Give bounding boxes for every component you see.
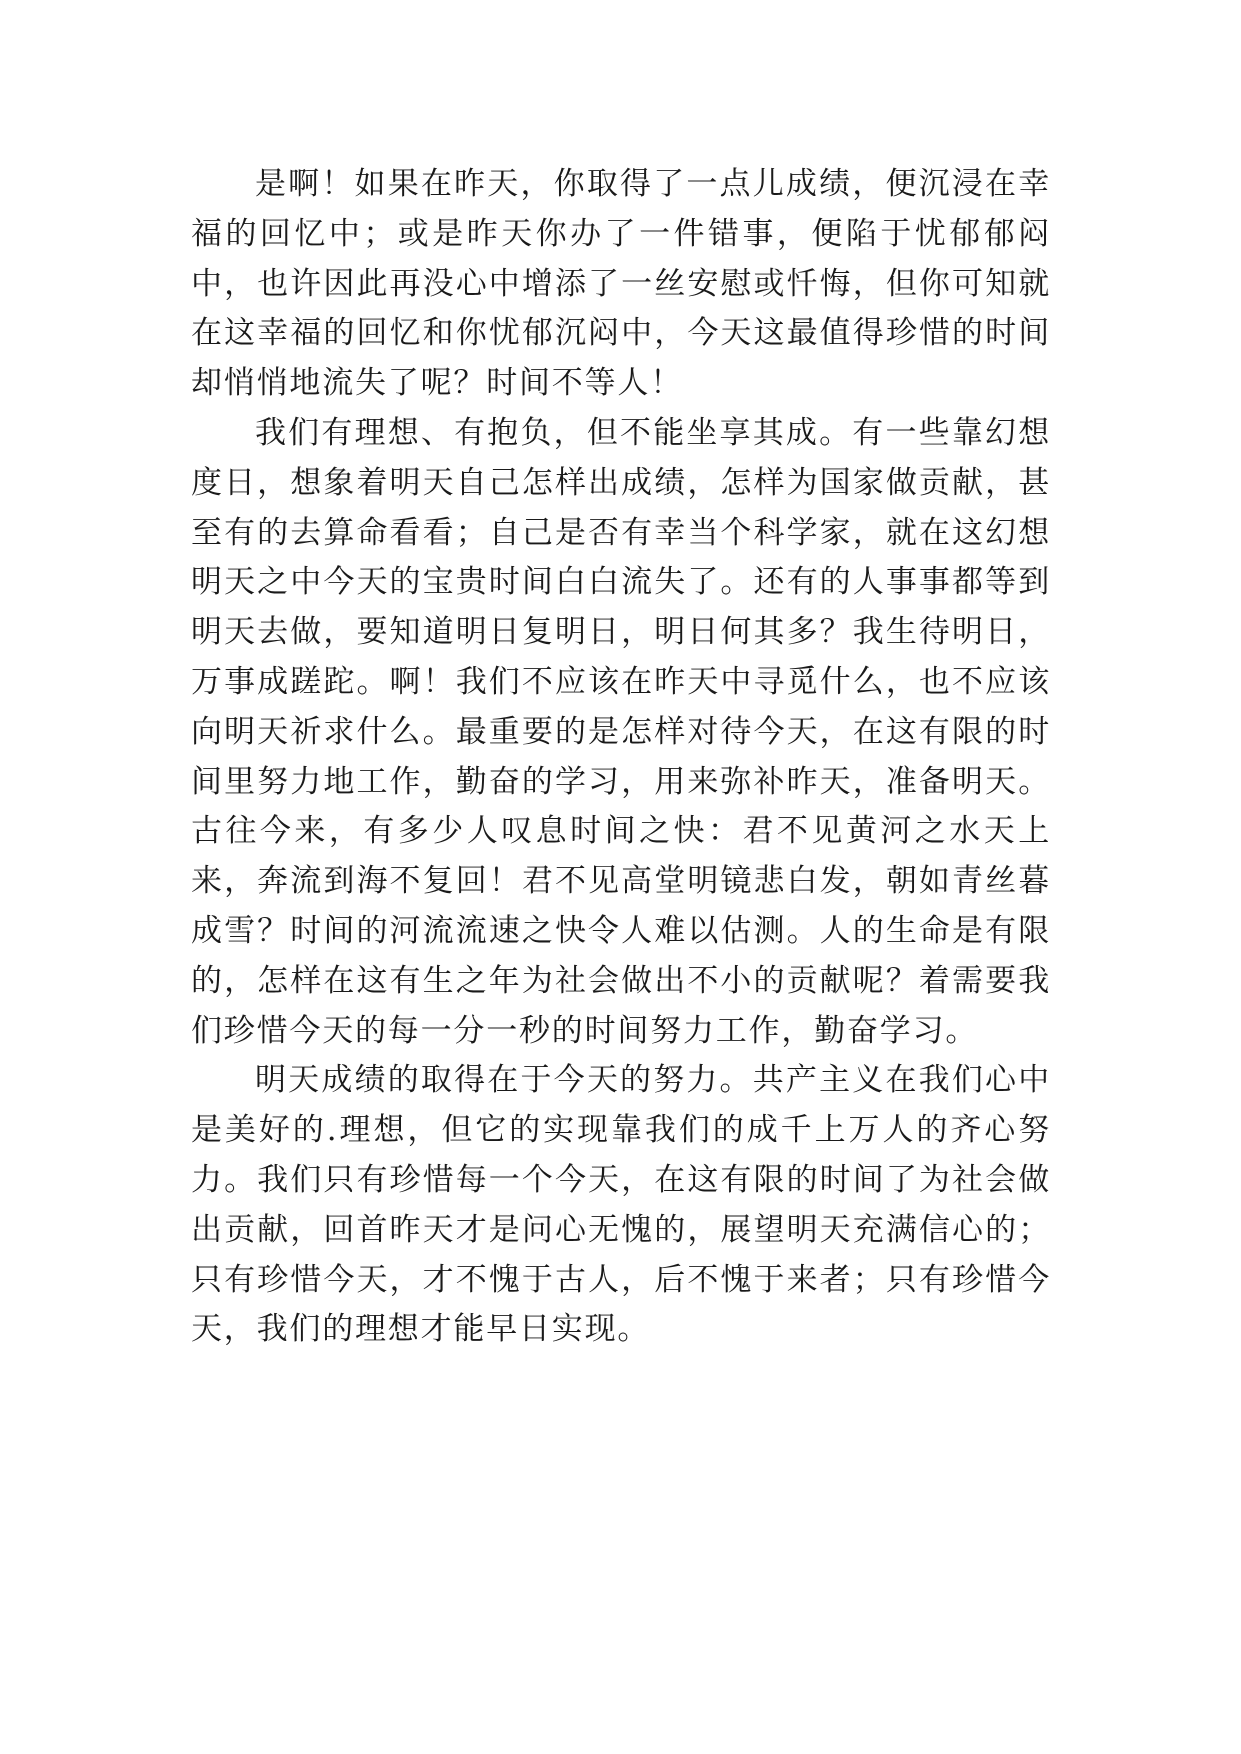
paragraph-3: 明天成绩的取得在于今天的努力。共产主义在我们心中是美好的.理想，但它的实现靠我们的成千上万人的齐心努力。我们只有珍惜每一个今天，在这有限的时间了为社会做出贡献，回首昨天才是问心无愧的，展望明天充满信心的；只有珍惜今天，才不愧于古人，后不愧于来者；只有珍惜今天，我们的理想才能早日实现。 [191,1062,1051,1348]
document-body [191,160,1051,1355]
paragraph-2: 我们有理想、有抱负，但不能坐享其成。有一些靠幻想度日，想象着明天自己怎样出成绩，怎样为国家做贡献，甚至有的去算命看看；自己是否有幸当个科学家，就在这幻想明天之中今天的宝贵时间白白流失了。还有的人事事都等到明天去做，要知道明日复明日，明日何其多？我生待明日，万事成蹉跎。啊！我们不应该在昨天中寻觅什么，也不应该向明天祈求什么。最重要的是怎样对待今天，在这有限的时间里努力地工作，勤奋的学习，用来弥补昨天，准备明天。古往今来，有多少人叹息时间之快：君不见黄河之水天上来，奔流到海不复回！君不见高堂明镜悲白发，朝如青丝暮成雪？时间的河流流速之快令人难以估测。人的生命是有限的，怎样在这有生之年为社会做出不小的贡献呢？着需要我们珍惜今天的每一分一秒的时间努力工作，勤奋学习。 [191,414,1051,1049]
paragraph-1: 是啊！如果在昨天，你取得了一点儿成绩，便沉浸在幸福的回忆中；或是昨天你办了一件错事，便陷于忧郁郁闷中，也许因此再没心中增添了一丝安慰或忏悔，但你可知就在这幸福的回忆和你忧郁沉闷中，今天这最值得珍惜的时间却悄悄地流失了呢？时间不等人！ [191,166,1051,402]
